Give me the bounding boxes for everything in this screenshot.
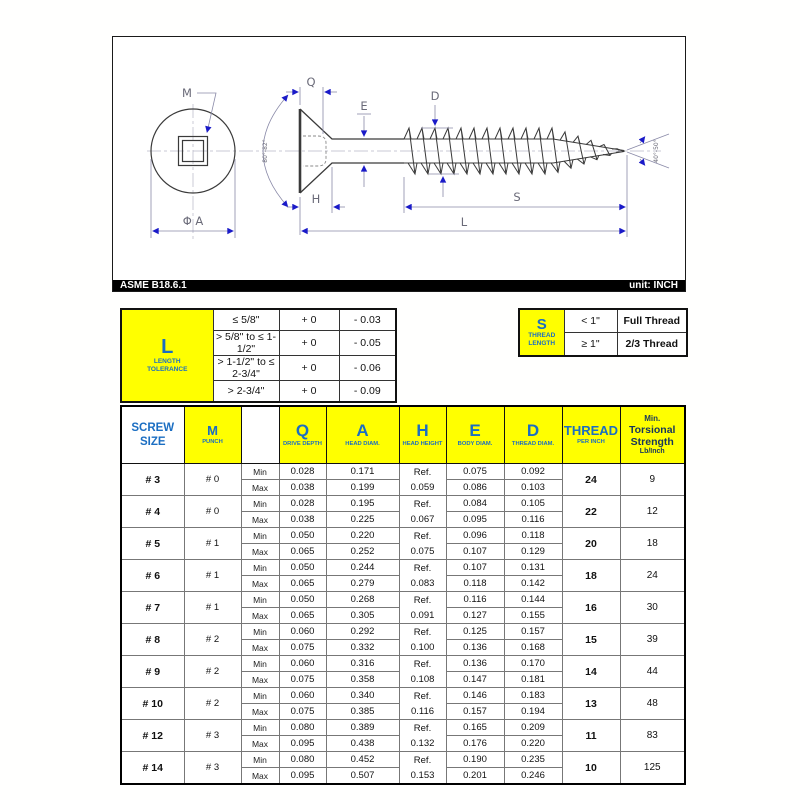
h-ref-cell: Ref. 0.083 xyxy=(399,560,446,592)
max-label-cell: Max xyxy=(241,768,279,785)
d-max-cell: 0.142 xyxy=(504,576,562,592)
range-cell: > 5/8" to ≤ 1-1/2" xyxy=(213,331,279,356)
key-sub-label: TOLERANCE xyxy=(147,366,188,373)
a-max-cell: 0.225 xyxy=(326,512,399,528)
punch-size-cell: # 3 xyxy=(184,720,241,752)
spec-row-min xyxy=(121,720,685,736)
header-q: Q DRIVE DEPTH xyxy=(279,406,326,464)
key-sub-label: LENGTH xyxy=(153,357,181,365)
q-max-cell: 0.065 xyxy=(279,544,326,560)
q-max-cell: 0.075 xyxy=(279,704,326,720)
spec-row-min xyxy=(121,656,685,672)
punch-size-cell: # 2 xyxy=(184,688,241,720)
thread-per-inch-cell: 20 xyxy=(562,528,620,560)
screw-size-cell: # 12 xyxy=(121,720,184,752)
e-min-cell: 0.190 xyxy=(446,752,504,768)
header-d: D THREAD DIAM. xyxy=(504,406,562,464)
d-max-cell: 0.116 xyxy=(504,512,562,528)
standard-bar xyxy=(113,280,685,291)
range-cell: > 2-3/4" xyxy=(213,381,279,403)
d-max-cell: 0.155 xyxy=(504,608,562,624)
spec-row-min xyxy=(121,624,685,640)
key-letter-l: L xyxy=(161,335,174,358)
spec-row-min xyxy=(121,592,685,608)
e-max-cell: 0.107 xyxy=(446,544,504,560)
thread-per-inch-cell: 22 xyxy=(562,496,620,528)
minus-cell: - 0.05 xyxy=(339,331,396,356)
torsional-strength-cell: 24 xyxy=(620,560,685,592)
max-label-cell: Max xyxy=(241,608,279,624)
max-label-cell: Max xyxy=(241,672,279,688)
e-min-cell: 0.146 xyxy=(446,688,504,704)
min-label-cell: Min xyxy=(241,720,279,736)
a-min-cell: 0.244 xyxy=(326,560,399,576)
e-min-cell: 0.125 xyxy=(446,624,504,640)
a-max-cell: 0.199 xyxy=(326,480,399,496)
d-min-cell: 0.157 xyxy=(504,624,562,640)
label-s: S xyxy=(513,190,521,204)
length-tolerance-key xyxy=(121,309,213,402)
q-max-cell: 0.075 xyxy=(279,640,326,656)
punch-size-cell: # 1 xyxy=(184,560,241,592)
q-max-cell: 0.038 xyxy=(279,480,326,496)
a-max-cell: 0.358 xyxy=(326,672,399,688)
a-min-cell: 0.316 xyxy=(326,656,399,672)
max-label-cell: Max xyxy=(241,640,279,656)
a-min-cell: 0.292 xyxy=(326,624,399,640)
plus-cell: + 0 xyxy=(279,381,339,403)
h-ref-cell: Ref. 0.059 xyxy=(399,464,446,496)
header-screw-size: SCREW SIZE xyxy=(121,406,184,464)
min-label-cell: Min xyxy=(241,656,279,672)
a-min-cell: 0.220 xyxy=(326,528,399,544)
condition-cell: < 1" xyxy=(564,309,617,333)
q-min-cell: 0.050 xyxy=(279,592,326,608)
header-punch: M PUNCH xyxy=(184,406,241,464)
a-min-cell: 0.340 xyxy=(326,688,399,704)
a-min-cell: 0.389 xyxy=(326,720,399,736)
torsional-strength-cell: 44 xyxy=(620,656,685,688)
q-min-cell: 0.060 xyxy=(279,624,326,640)
h-ref-cell: Ref. 0.091 xyxy=(399,592,446,624)
min-label-cell: Min xyxy=(241,560,279,576)
screw-size-cell: # 4 xyxy=(121,496,184,528)
screw-size-cell: # 8 xyxy=(121,624,184,656)
punch-size-cell: # 0 xyxy=(184,464,241,496)
d-max-cell: 0.181 xyxy=(504,672,562,688)
a-min-cell: 0.195 xyxy=(326,496,399,512)
punch-size-cell: # 1 xyxy=(184,528,241,560)
torsional-strength-cell: 18 xyxy=(620,528,685,560)
torsional-strength-cell: 48 xyxy=(620,688,685,720)
e-min-cell: 0.136 xyxy=(446,656,504,672)
spec-row-min xyxy=(121,560,685,576)
q-min-cell: 0.080 xyxy=(279,752,326,768)
h-ref-cell: Ref. 0.075 xyxy=(399,528,446,560)
header-h: H HEAD HEIGHT xyxy=(399,406,446,464)
label-tip-angle: 40°-50° xyxy=(653,139,660,163)
e-max-cell: 0.118 xyxy=(446,576,504,592)
a-min-cell: 0.452 xyxy=(326,752,399,768)
minus-cell: - 0.06 xyxy=(339,356,396,381)
thread-per-inch-cell: 16 xyxy=(562,592,620,624)
h-ref-cell: Ref. 0.153 xyxy=(399,752,446,785)
a-max-cell: 0.279 xyxy=(326,576,399,592)
key-sub-label: LENGTH xyxy=(528,340,556,348)
torsional-strength-cell: 83 xyxy=(620,720,685,752)
a-max-cell: 0.305 xyxy=(326,608,399,624)
q-max-cell: 0.038 xyxy=(279,512,326,528)
key-sub-label: THREAD xyxy=(528,332,556,340)
torsional-strength-cell: 9 xyxy=(620,464,685,496)
q-min-cell: 0.050 xyxy=(279,528,326,544)
torsional-strength-cell: 12 xyxy=(620,496,685,528)
e-max-cell: 0.147 xyxy=(446,672,504,688)
d-min-cell: 0.131 xyxy=(504,560,562,576)
e-min-cell: 0.084 xyxy=(446,496,504,512)
e-min-cell: 0.075 xyxy=(446,464,504,480)
punch-size-cell: # 1 xyxy=(184,592,241,624)
max-label-cell: Max xyxy=(241,576,279,592)
a-max-cell: 0.332 xyxy=(326,640,399,656)
d-min-cell: 0.209 xyxy=(504,720,562,736)
q-min-cell: 0.060 xyxy=(279,688,326,704)
q-max-cell: 0.095 xyxy=(279,768,326,785)
e-max-cell: 0.127 xyxy=(446,608,504,624)
a-max-cell: 0.385 xyxy=(326,704,399,720)
a-max-cell: 0.252 xyxy=(326,544,399,560)
d-min-cell: 0.183 xyxy=(504,688,562,704)
plus-cell: + 0 xyxy=(279,309,339,331)
q-max-cell: 0.095 xyxy=(279,736,326,752)
spec-row-min xyxy=(121,688,685,704)
spec-row-min xyxy=(121,496,685,512)
h-ref-cell: Ref. 0.067 xyxy=(399,496,446,528)
label-q: Q xyxy=(306,75,316,89)
header-e: E BODY DIAM. xyxy=(446,406,504,464)
screw-size-cell: # 9 xyxy=(121,656,184,688)
d-max-cell: 0.129 xyxy=(504,544,562,560)
e-min-cell: 0.096 xyxy=(446,528,504,544)
d-min-cell: 0.118 xyxy=(504,528,562,544)
d-min-cell: 0.170 xyxy=(504,656,562,672)
d-max-cell: 0.103 xyxy=(504,480,562,496)
a-min-cell: 0.171 xyxy=(326,464,399,480)
spec-row-min xyxy=(121,752,685,768)
standard-name: ASME B18.6.1 xyxy=(120,280,187,291)
min-label-cell: Min xyxy=(241,624,279,640)
max-label-cell: Max xyxy=(241,480,279,496)
thread-length-table xyxy=(518,308,688,357)
a-max-cell: 0.507 xyxy=(326,768,399,785)
h-ref-cell: Ref. 0.108 xyxy=(399,656,446,688)
max-label-cell: Max xyxy=(241,736,279,752)
screw-drawing xyxy=(113,37,685,280)
e-min-cell: 0.116 xyxy=(446,592,504,608)
thread-per-inch-cell: 10 xyxy=(562,752,620,785)
screw-size-cell: # 14 xyxy=(121,752,184,785)
value-cell: 2/3 Thread xyxy=(617,333,687,357)
label-h: H xyxy=(311,192,321,206)
label-e: E xyxy=(360,99,368,113)
d-max-cell: 0.246 xyxy=(504,768,562,785)
h-ref-cell: Ref. 0.116 xyxy=(399,688,446,720)
length-tolerance-table xyxy=(120,308,397,403)
a-max-cell: 0.438 xyxy=(326,736,399,752)
minus-cell: - 0.09 xyxy=(339,381,396,403)
screw-size-cell: # 5 xyxy=(121,528,184,560)
q-min-cell: 0.028 xyxy=(279,496,326,512)
plus-cell: + 0 xyxy=(279,331,339,356)
max-label-cell: Max xyxy=(241,544,279,560)
screw-size-cell: # 6 xyxy=(121,560,184,592)
min-label-cell: Min xyxy=(241,688,279,704)
screw-diagram-svg xyxy=(113,37,687,275)
h-ref-cell: Ref. 0.132 xyxy=(399,720,446,752)
q-min-cell: 0.028 xyxy=(279,464,326,480)
label-m: M xyxy=(182,86,192,100)
table-row xyxy=(121,309,396,331)
q-max-cell: 0.075 xyxy=(279,672,326,688)
a-min-cell: 0.268 xyxy=(326,592,399,608)
unit-label: unit: INCH xyxy=(629,280,678,291)
thread-per-inch-cell: 24 xyxy=(562,464,620,496)
table-row xyxy=(519,309,687,333)
thread-length-key xyxy=(519,309,564,356)
label-d: D xyxy=(430,89,440,103)
min-label-cell: Min xyxy=(241,496,279,512)
spec-row-min xyxy=(121,464,685,480)
torsional-strength-cell: 39 xyxy=(620,624,685,656)
screw-size-cell: # 7 xyxy=(121,592,184,624)
screw-size-cell: # 3 xyxy=(121,464,184,496)
punch-size-cell: # 0 xyxy=(184,496,241,528)
d-max-cell: 0.168 xyxy=(504,640,562,656)
d-max-cell: 0.220 xyxy=(504,736,562,752)
q-min-cell: 0.080 xyxy=(279,720,326,736)
q-max-cell: 0.065 xyxy=(279,576,326,592)
header-a: A HEAD DIAM. xyxy=(326,406,399,464)
dimension-labels xyxy=(182,75,660,229)
label-phi-a: Φ A xyxy=(182,214,204,228)
condition-cell: ≥ 1" xyxy=(564,333,617,357)
e-max-cell: 0.176 xyxy=(446,736,504,752)
header-minmax xyxy=(241,406,279,464)
punch-size-cell: # 2 xyxy=(184,624,241,656)
header-torsional-strength: Min. Torsional Strength Lb/Inch xyxy=(620,406,685,464)
spec-header-row xyxy=(121,406,685,464)
thread-per-inch-cell: 14 xyxy=(562,656,620,688)
value-cell: Full Thread xyxy=(617,309,687,333)
thread-per-inch-cell: 13 xyxy=(562,688,620,720)
d-max-cell: 0.194 xyxy=(504,704,562,720)
e-min-cell: 0.107 xyxy=(446,560,504,576)
min-label-cell: Min xyxy=(241,464,279,480)
plus-cell: + 0 xyxy=(279,356,339,381)
min-label-cell: Min xyxy=(241,528,279,544)
d-min-cell: 0.105 xyxy=(504,496,562,512)
e-max-cell: 0.157 xyxy=(446,704,504,720)
d-min-cell: 0.144 xyxy=(504,592,562,608)
torsional-strength-cell: 30 xyxy=(620,592,685,624)
thread-per-inch-cell: 18 xyxy=(562,560,620,592)
range-cell: > 1-1/2" to ≤ 2-3/4" xyxy=(213,356,279,381)
e-max-cell: 0.095 xyxy=(446,512,504,528)
range-cell: ≤ 5/8" xyxy=(213,309,279,331)
max-label-cell: Max xyxy=(241,512,279,528)
q-min-cell: 0.060 xyxy=(279,656,326,672)
e-max-cell: 0.086 xyxy=(446,480,504,496)
e-max-cell: 0.201 xyxy=(446,768,504,785)
screw-size-cell: # 10 xyxy=(121,688,184,720)
e-min-cell: 0.165 xyxy=(446,720,504,736)
thread-per-inch-cell: 15 xyxy=(562,624,620,656)
min-label-cell: Min xyxy=(241,592,279,608)
thread-per-inch-cell: 11 xyxy=(562,720,620,752)
label-head-angle: 80°-82° xyxy=(262,139,269,163)
punch-size-cell: # 2 xyxy=(184,656,241,688)
drawing-frame xyxy=(112,36,686,292)
d-min-cell: 0.092 xyxy=(504,464,562,480)
label-l: L xyxy=(460,215,468,229)
punch-size-cell: # 3 xyxy=(184,752,241,785)
torsional-strength-cell: 125 xyxy=(620,752,685,785)
q-max-cell: 0.065 xyxy=(279,608,326,624)
h-ref-cell: Ref. 0.100 xyxy=(399,624,446,656)
q-min-cell: 0.050 xyxy=(279,560,326,576)
key-letter-s: S xyxy=(536,315,547,333)
minus-cell: - 0.03 xyxy=(339,309,396,331)
e-max-cell: 0.136 xyxy=(446,640,504,656)
screw-spec-table xyxy=(120,405,686,785)
max-label-cell: Max xyxy=(241,704,279,720)
d-min-cell: 0.235 xyxy=(504,752,562,768)
min-label-cell: Min xyxy=(241,752,279,768)
header-thread-per-inch: THREAD PER INCH xyxy=(562,406,620,464)
spec-row-min xyxy=(121,528,685,544)
centerlines xyxy=(147,104,661,239)
